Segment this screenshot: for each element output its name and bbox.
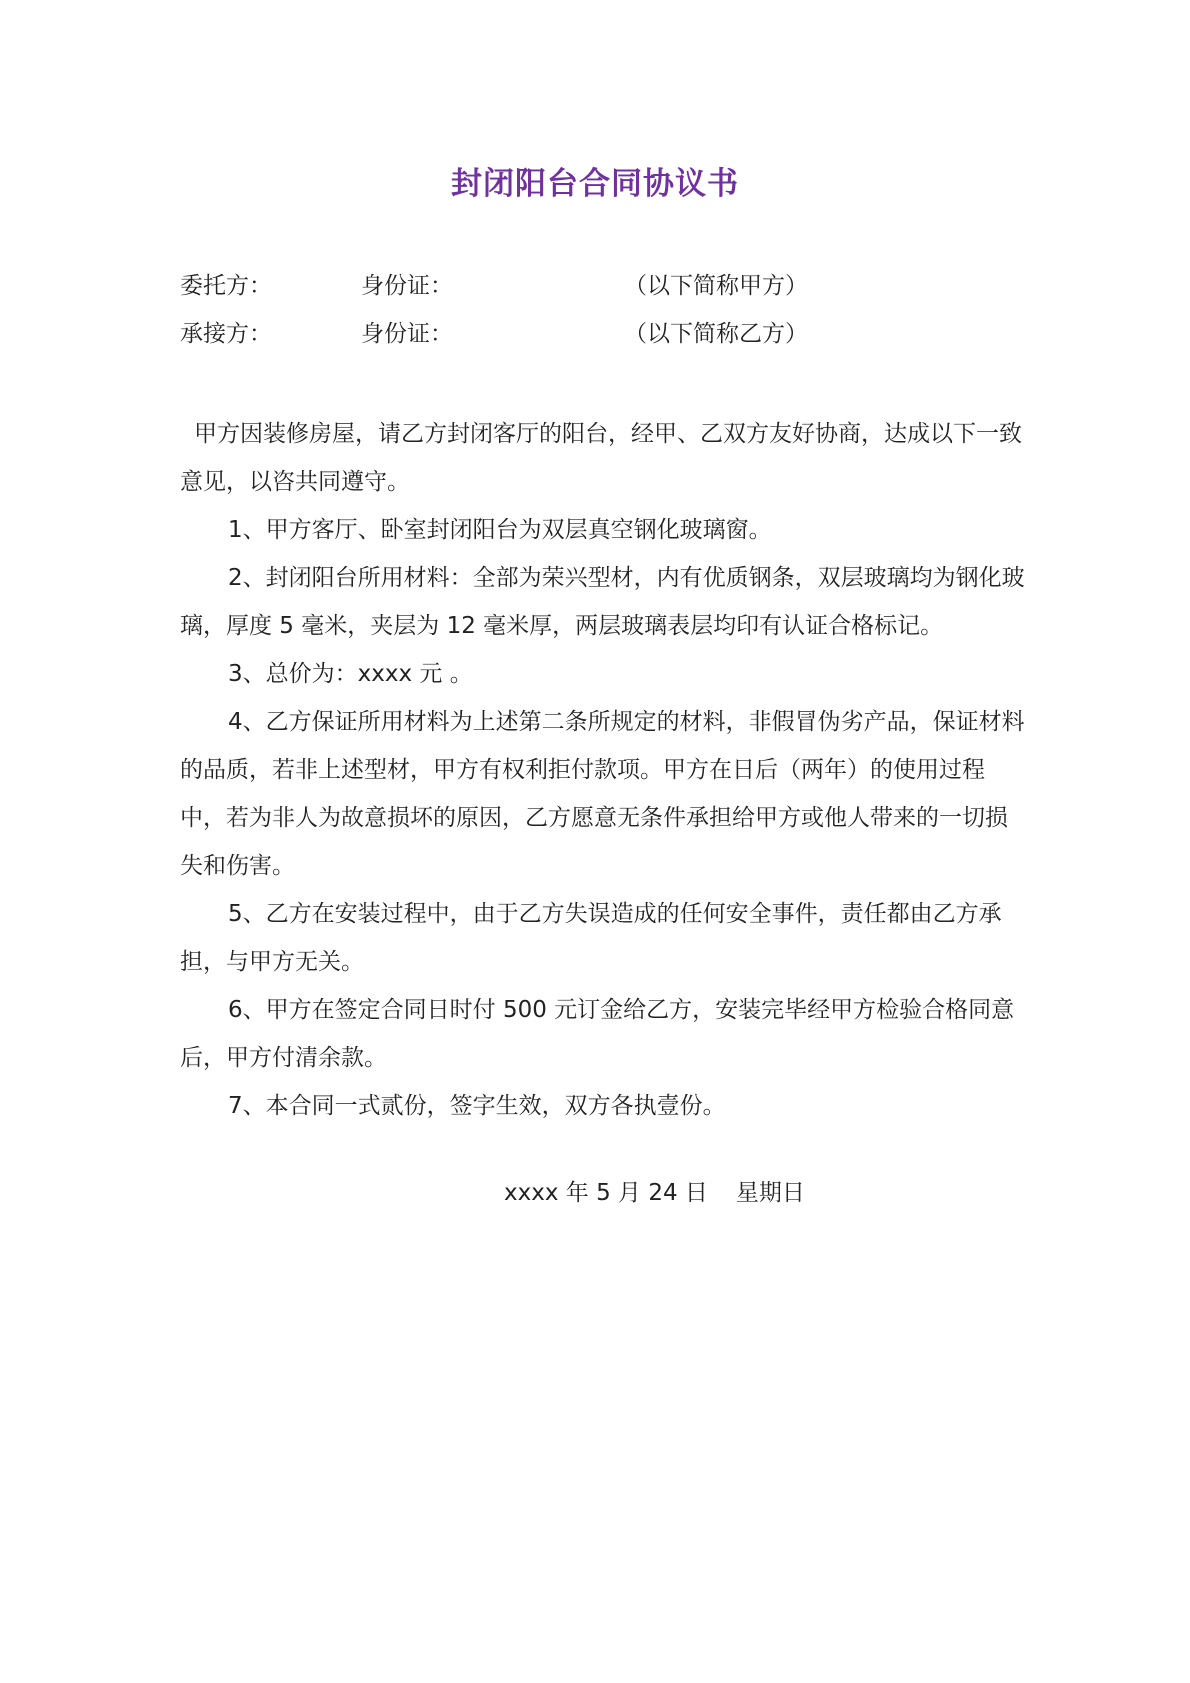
id-card-label: 身份证： <box>361 273 453 299</box>
clause-4: 4、乙方保证所用材料为上述第二条所规定的材料，非假冒伪劣产品，保证材料的品质，若非上述型材，甲方有权利拒付款项。甲方在日后（两年）的使用过程中，若为非人为故意损坏的原因，乙方愿意无条件承担给甲方或他人带来的一切损失和伤害。 <box>180 709 1025 879</box>
party-row-contractor <box>180 316 1040 352</box>
party-alias: （以下简称乙方） <box>624 321 808 347</box>
clause-6: 6、甲方在签定合同日时付 500 元订金给乙方，安装完毕经甲方检验合格同意后，甲方付清余款。 <box>180 997 1015 1071</box>
clause-5: 5、乙方在安装过程中，由于乙方失误造成的任何安全事件，责任都由乙方承担，与甲方无关。 <box>180 901 1002 975</box>
document-title: 封闭阳台合同协议书 <box>451 166 739 202</box>
contract-date: xxxx 年 5 月 24 日 <box>504 1180 708 1206</box>
clause-2: 2、封闭阳台所用材料：全部为荣兴型材，内有优质钢条，双层玻璃均为钢化玻璃，厚度 5 毫米，夹层为 12 毫米厚，两层玻璃表层均印有认证合格标记。 <box>180 565 1025 639</box>
signature-date-line <box>504 1175 805 1211</box>
contract-body <box>180 410 1030 1130</box>
clause-1: 1、甲方客厅、卧室封闭阳台为双层真空钢化玻璃窗。 <box>228 517 772 543</box>
party-row-client <box>180 268 1040 304</box>
clause-3: 3、总价为：xxxx 元 。 <box>228 661 473 687</box>
contract-weekday: 星期日 <box>735 1180 805 1206</box>
intro-paragraph: 甲方因装修房屋，请乙方封闭客厅的阳台，经甲、乙双方友好协商，达成以下一致意见，以咨共同遵守。 <box>180 421 1022 495</box>
party-alias: （以下简称甲方） <box>624 273 808 299</box>
id-card-label: 身份证： <box>361 321 453 347</box>
clause-7: 7、本合同一式贰份，签字生效，双方各执壹份。 <box>228 1093 726 1119</box>
party-role-label: 承接方： <box>180 321 272 347</box>
party-role-label: 委托方： <box>180 273 272 299</box>
